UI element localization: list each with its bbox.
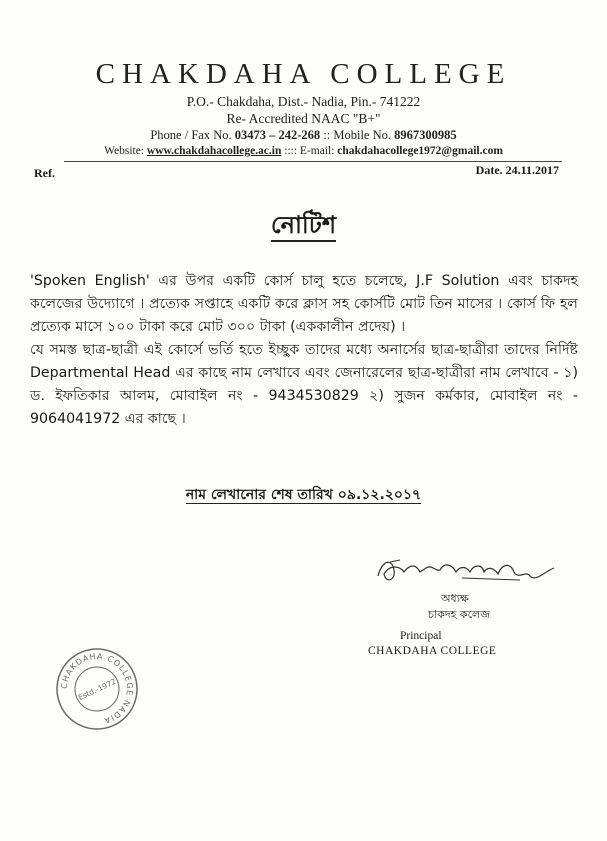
signatory-role-bn: অধ্যক্ষ	[441, 592, 469, 605]
college-seal	[54, 646, 140, 732]
website-link[interactable]: www.chakdahacollege.ac.in	[146, 145, 282, 157]
contact-line	[0, 128, 607, 143]
deadline-text: নাম লেখানোর শেষ তারিখ ০৯.১২.২০১৭	[185, 487, 422, 503]
email-label: :::: E-mail:	[281, 145, 338, 157]
accreditation: Re- Accredited NAAC "B+"	[226, 111, 381, 126]
mobile-label: :: Mobile No.	[320, 128, 395, 142]
website-label: Website:	[104, 145, 147, 157]
mobile-number: 8967300985	[394, 128, 457, 142]
notice-paragraph-1: 'Spoken English' এর উপর একটি কোর্স চালু হতে চলেছে, J.F Solution এবং চাকদহ কলেজের উদ্যোগে । প্রত্যেক সপ্তাহে একটি করে ক্লাস সহ কোর্সটি মোট তিন মাসের । কোর্স ফি হল প্রত্যেক মাসে ১০০ টাকা করে মোট ৩০০ টাকা (এককালীন প্রদেয়) ।	[30, 273, 578, 335]
signatory-college-en: CHAKDAHA COLLEGE	[368, 645, 497, 657]
phone-number: 03473 – 242-268	[234, 128, 321, 142]
signatory-role-en: Principal	[400, 630, 442, 642]
college-name: CHAKDAHA COLLEGE	[95, 58, 512, 90]
ref-label: Ref.	[34, 166, 55, 180]
seal-text: CHAKDAHA COLLEGE NADIA	[59, 651, 135, 726]
deadline	[0, 483, 607, 507]
principal-signature	[370, 550, 570, 590]
email-address: chakdahacollege1972@gmail.com	[337, 145, 503, 157]
seal-estd: Estd.-1972	[76, 676, 118, 703]
notice-date: Date. 24.11.2017	[475, 163, 559, 177]
notice-body	[30, 270, 578, 431]
header-divider	[64, 161, 562, 162]
college-address: P.O.- Chakdaha, Dist.- Nadia, Pin.- 741222	[186, 94, 421, 109]
phone-label: Phone / Fax No.	[150, 128, 235, 142]
web-line	[0, 145, 607, 157]
signatory-college-bn: চাকদহ কলেজ	[428, 608, 491, 621]
notice-paragraph-2: যে সমস্ত ছাত্র-ছাত্রী এই কোর্সে ভর্তি হতে ইচ্ছুক তাদের মধ্যে অনার্সের ছাত্র-ছাত্রীরা তাদের নির্দিষ্ট Departmental Head এর কাছে নাম লেখাবে এবং জেনারেলের ছাত্র-ছাত্রীরা নাম লেখাবে - ১) ড. ইফতিকার আলম, মোবাইল নং - 9434530829 ২) সুজন কর্মকার, মোবাইল নং - 9064041972 এর কাছে ।	[30, 342, 578, 427]
notice-title	[0, 207, 607, 247]
notice-title-text: নোটিশ	[271, 211, 336, 242]
